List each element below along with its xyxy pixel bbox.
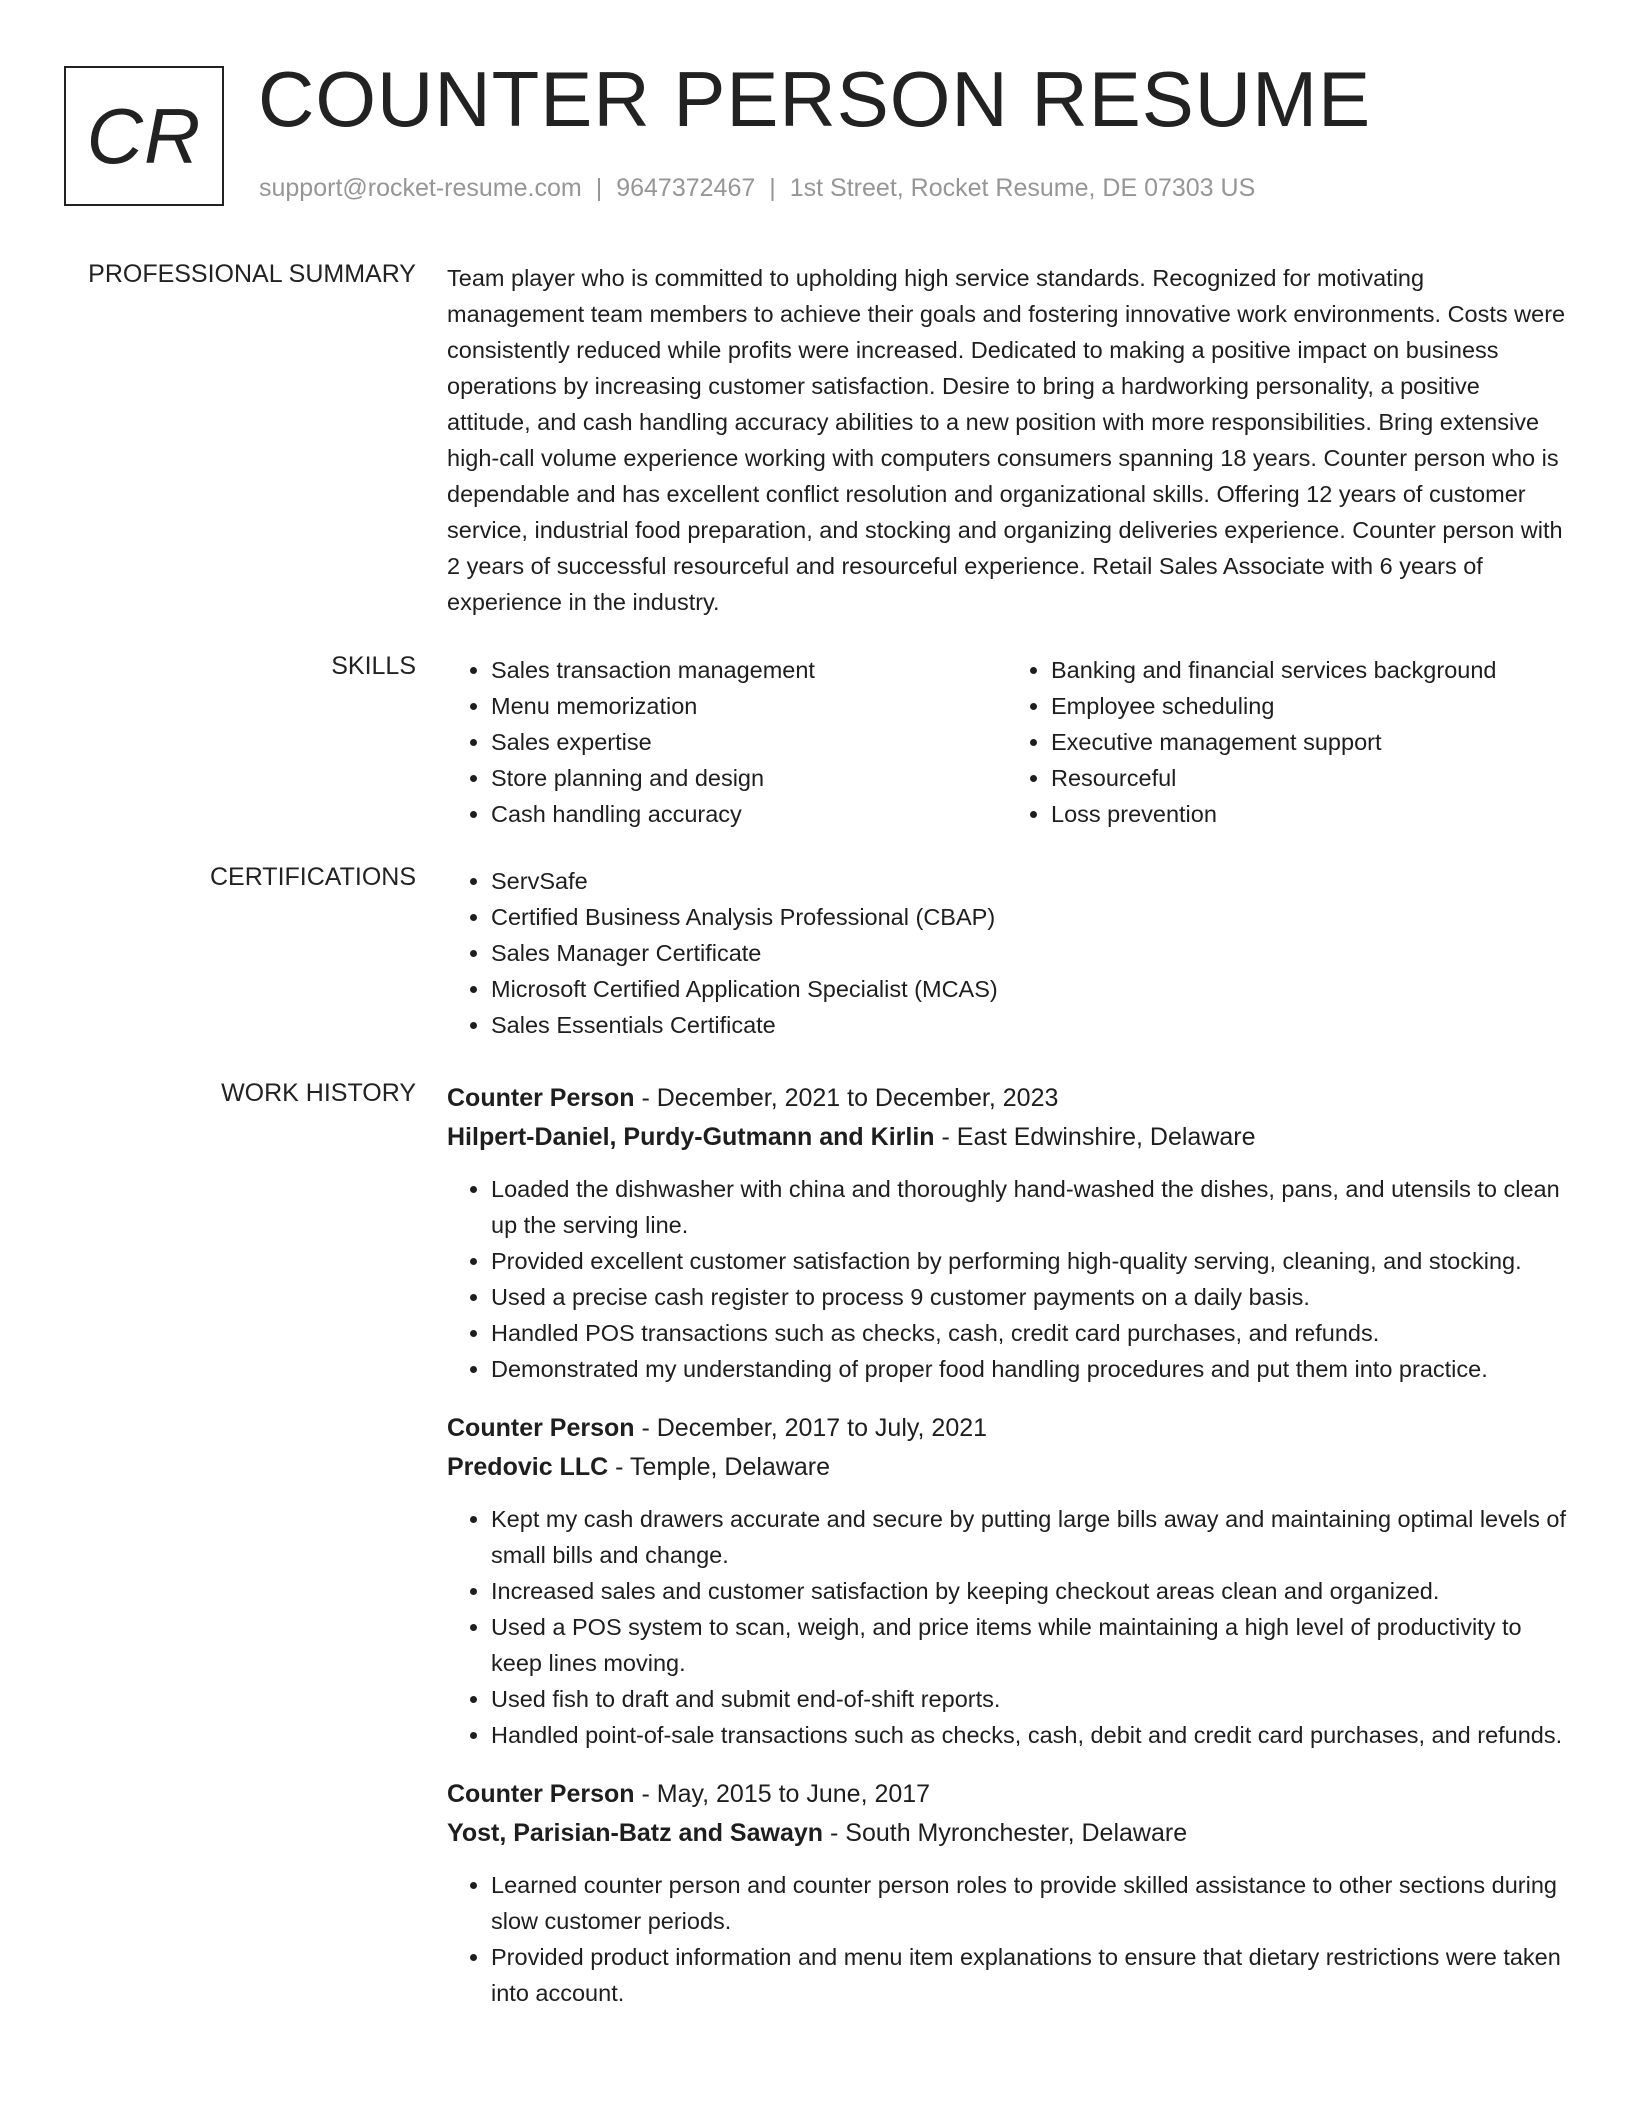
job-bullet: • Handled point-of-sale transactions such as checks, cash, debit and credit card purchases, and refunds.: [491, 1717, 1567, 1753]
job-bullet: • Used a POS system to scan, weigh, and price items while maintaining a high level of productivity to keep lines moving.: [491, 1609, 1567, 1681]
job-bullet: • Provided excellent customer satisfaction by performing high-quality serving, cleaning, and stocking.: [491, 1243, 1567, 1279]
certification-item: • Sales Essentials Certificate: [491, 1007, 1567, 1043]
job-dates: - December, 2017 to July, 2021: [634, 1414, 988, 1442]
job-bullet: • Increased sales and customer satisfaction by keeping checkout areas clean and organized.: [491, 1573, 1567, 1609]
job-entry: [447, 1409, 1567, 1753]
contact-email: support@rocket-resume.com: [259, 174, 582, 202]
certification-item: • ServSafe: [491, 863, 1567, 899]
monogram-box: [64, 66, 224, 206]
contact-separator: |: [595, 174, 603, 202]
skill-item: • Sales transaction management: [491, 652, 1007, 688]
job-bullets: [447, 1501, 1567, 1753]
work-history-content: [447, 1079, 1567, 2033]
monogram-text: CR: [86, 91, 202, 180]
certification-item: • Sales Manager Certificate: [491, 935, 1567, 971]
job-bullet: • Demonstrated my understanding of proper food handling procedures and put them into practice.: [491, 1351, 1567, 1387]
job-location: - East Edwinshire, Delaware: [934, 1123, 1256, 1151]
job-title: Counter Person: [447, 1414, 635, 1442]
skills-list-right: [1007, 652, 1567, 832]
job-title-line: [447, 1775, 1567, 1814]
contact-phone: 9647372467: [616, 174, 756, 202]
skill-item: • Menu memorization: [491, 688, 1007, 724]
job-title: Counter Person: [447, 1084, 635, 1112]
skill-item: • Banking and financial services background: [1051, 652, 1567, 688]
summary-content: [447, 260, 1567, 620]
job-company-line: [447, 1448, 1567, 1487]
work-history-label: WORK HISTORY: [221, 1079, 416, 1107]
job-company: Yost, Parisian-Batz and Sawayn: [447, 1819, 824, 1847]
skills-content: [447, 652, 1567, 832]
skill-item: • Loss prevention: [1051, 796, 1567, 832]
job-bullet: • Handled POS transactions such as checks, cash, credit card purchases, and refunds.: [491, 1315, 1567, 1351]
skill-item: • Store planning and design: [491, 760, 1007, 796]
skill-item: • Executive management support: [1051, 724, 1567, 760]
job-entry: [447, 1079, 1567, 1387]
job-company-line: [447, 1814, 1567, 1853]
job-title-line: [447, 1079, 1567, 1118]
certifications-label: CERTIFICATIONS: [209, 863, 416, 891]
job-bullet: • Used fish to draft and submit end-of-shift reports.: [491, 1681, 1567, 1717]
skill-item: • Employee scheduling: [1051, 688, 1567, 724]
summary-text: Team player who is committed to upholding high service standards. Recognized for motivating management team members to achieve their goals and fostering innovative work environments. Costs were consistently reduced while profits were increased. Dedicated to making a positive impact on business operations by increasing customer satisfaction. Desire to bring a hardworking personality, a positive attitude, and cash handling accuracy abilities to a new position with more responsibilities. Bring extensive high-call volume experience working with computers consumers spanning 18 years. Counter person who is dependable and has excellent conflict resolution and organizational skills. Offering 12 years of customer service, industrial food preparation, and stocking and organizing deliveries experience. Counter person with 2 years of successful resourceful and resourceful experience. Retail Sales Associate with 6 years of experience in the industry.: [447, 265, 1566, 615]
job-title-line: [447, 1409, 1567, 1448]
job-bullet: • Kept my cash drawers accurate and secure by putting large bills away and maintaining optimal levels of small bills and change.: [491, 1501, 1567, 1573]
job-bullet: • Learned counter person and counter person roles to provide skilled assistance to other sections during slow customer periods.: [491, 1867, 1567, 1939]
certification-item: • Certified Business Analysis Professional (CBAP): [491, 899, 1567, 935]
job-bullet: • Provided product information and menu item explanations to ensure that dietary restrictions were taken into account.: [491, 1939, 1567, 2011]
job-company-line: [447, 1118, 1567, 1157]
page-title: COUNTER PERSON RESUME: [258, 55, 1372, 143]
job-company: Predovic LLC: [447, 1453, 609, 1481]
contact-line: [259, 174, 1255, 203]
job-bullets: [447, 1171, 1567, 1387]
certifications-content: [447, 863, 1567, 1043]
skill-item: • Resourceful: [1051, 760, 1567, 796]
skill-item: • Cash handling accuracy: [491, 796, 1007, 832]
job-company: Hilpert-Daniel, Purdy-Gutmann and Kirlin: [447, 1123, 935, 1151]
job-title: Counter Person: [447, 1780, 635, 1808]
contact-address: 1st Street, Rocket Resume, DE 07303 US: [789, 174, 1256, 202]
skill-item: • Sales expertise: [491, 724, 1007, 760]
job-dates: - December, 2021 to December, 2023: [634, 1084, 1059, 1112]
job-bullet: • Used a precise cash register to process 9 customer payments on a daily basis.: [491, 1279, 1567, 1315]
contact-separator: |: [769, 174, 776, 202]
job-bullets: [447, 1867, 1567, 2011]
certification-item: • Microsoft Certified Application Specialist (MCAS): [491, 971, 1567, 1007]
job-location: - Temple, Delaware: [608, 1453, 831, 1481]
certifications-list: [447, 863, 1567, 1043]
skills-label: SKILLS: [331, 652, 416, 680]
job-location: - South Myronchester, Delaware: [823, 1819, 1188, 1847]
job-entry: [447, 1775, 1567, 2011]
job-dates: - May, 2015 to June, 2017: [634, 1780, 931, 1808]
job-bullet: • Loaded the dishwasher with china and thoroughly hand-washed the dishes, pans, and utensils to clean up the serving line.: [491, 1171, 1567, 1243]
skills-list-left: [447, 652, 1007, 832]
summary-label: PROFESSIONAL SUMMARY: [88, 260, 416, 288]
